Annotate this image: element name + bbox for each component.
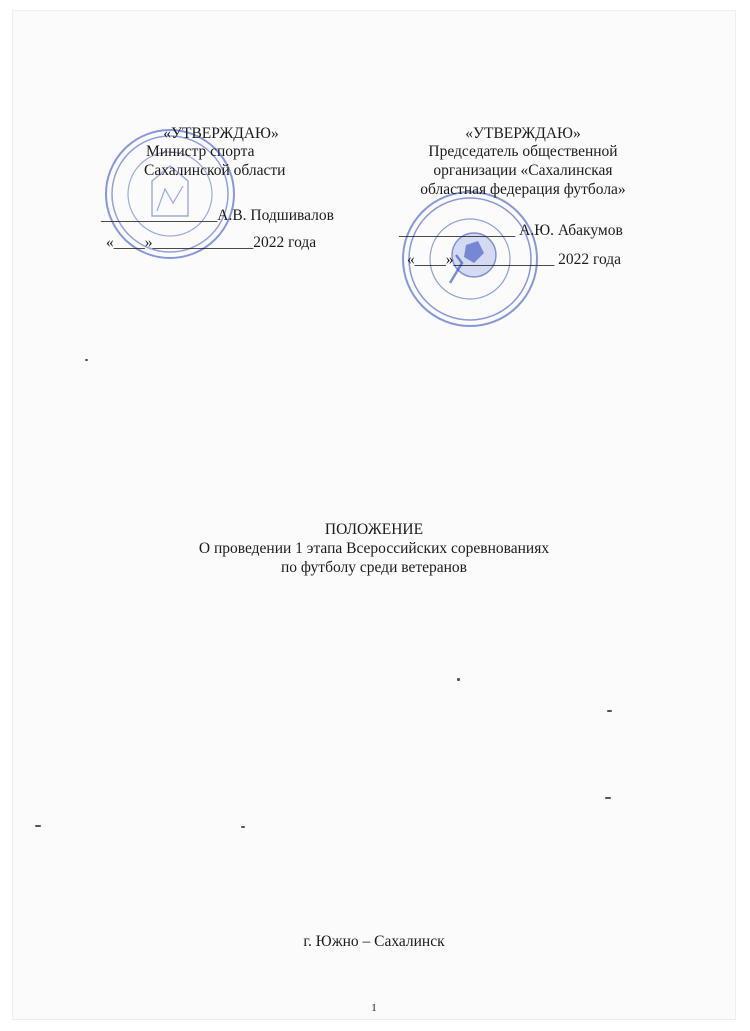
scan-speck xyxy=(605,797,611,799)
right-approval-position-line3: областная федерация футбола» xyxy=(420,181,626,198)
right-approval-position-line2: организации «Сахалинская xyxy=(433,162,613,179)
left-approval-position-line1: Министр спорта xyxy=(146,143,255,160)
left-approval-heading: «УТВЕРЖДАЮ» xyxy=(163,125,279,142)
right-approval-date-line: «____»_____________ 2022 года xyxy=(407,251,622,268)
scan-speck xyxy=(607,710,612,712)
city-line: г. Южно – Сахалинск xyxy=(303,933,445,950)
document-subtitle-line2: по футболу среди ветеранов xyxy=(280,559,467,576)
scan-speck xyxy=(85,359,88,361)
left-approval-signature-line: _______________А.В. Подшивалов xyxy=(101,207,334,224)
document-page xyxy=(13,11,735,1019)
right-approval-signature-line: _______________ А.Ю. Абакумов xyxy=(399,222,623,239)
page-number: 1 xyxy=(371,1002,377,1014)
document-subtitle-line1: О проведении 1 этапа Всероссийских соревнованиях xyxy=(198,540,550,557)
right-approval-heading: «УТВЕРЖДАЮ» xyxy=(465,125,581,142)
scan-speck xyxy=(457,678,460,681)
scan-speck xyxy=(35,825,41,827)
right-approval-position-line1: Председатель общественной xyxy=(428,143,618,160)
scan-speck xyxy=(241,826,245,828)
left-approval-date-line: «____»_____________2022 года xyxy=(106,234,317,251)
left-approval-position-line2: Сахалинской области xyxy=(144,162,286,179)
document-title: ПОЛОЖЕНИЕ xyxy=(324,521,424,538)
